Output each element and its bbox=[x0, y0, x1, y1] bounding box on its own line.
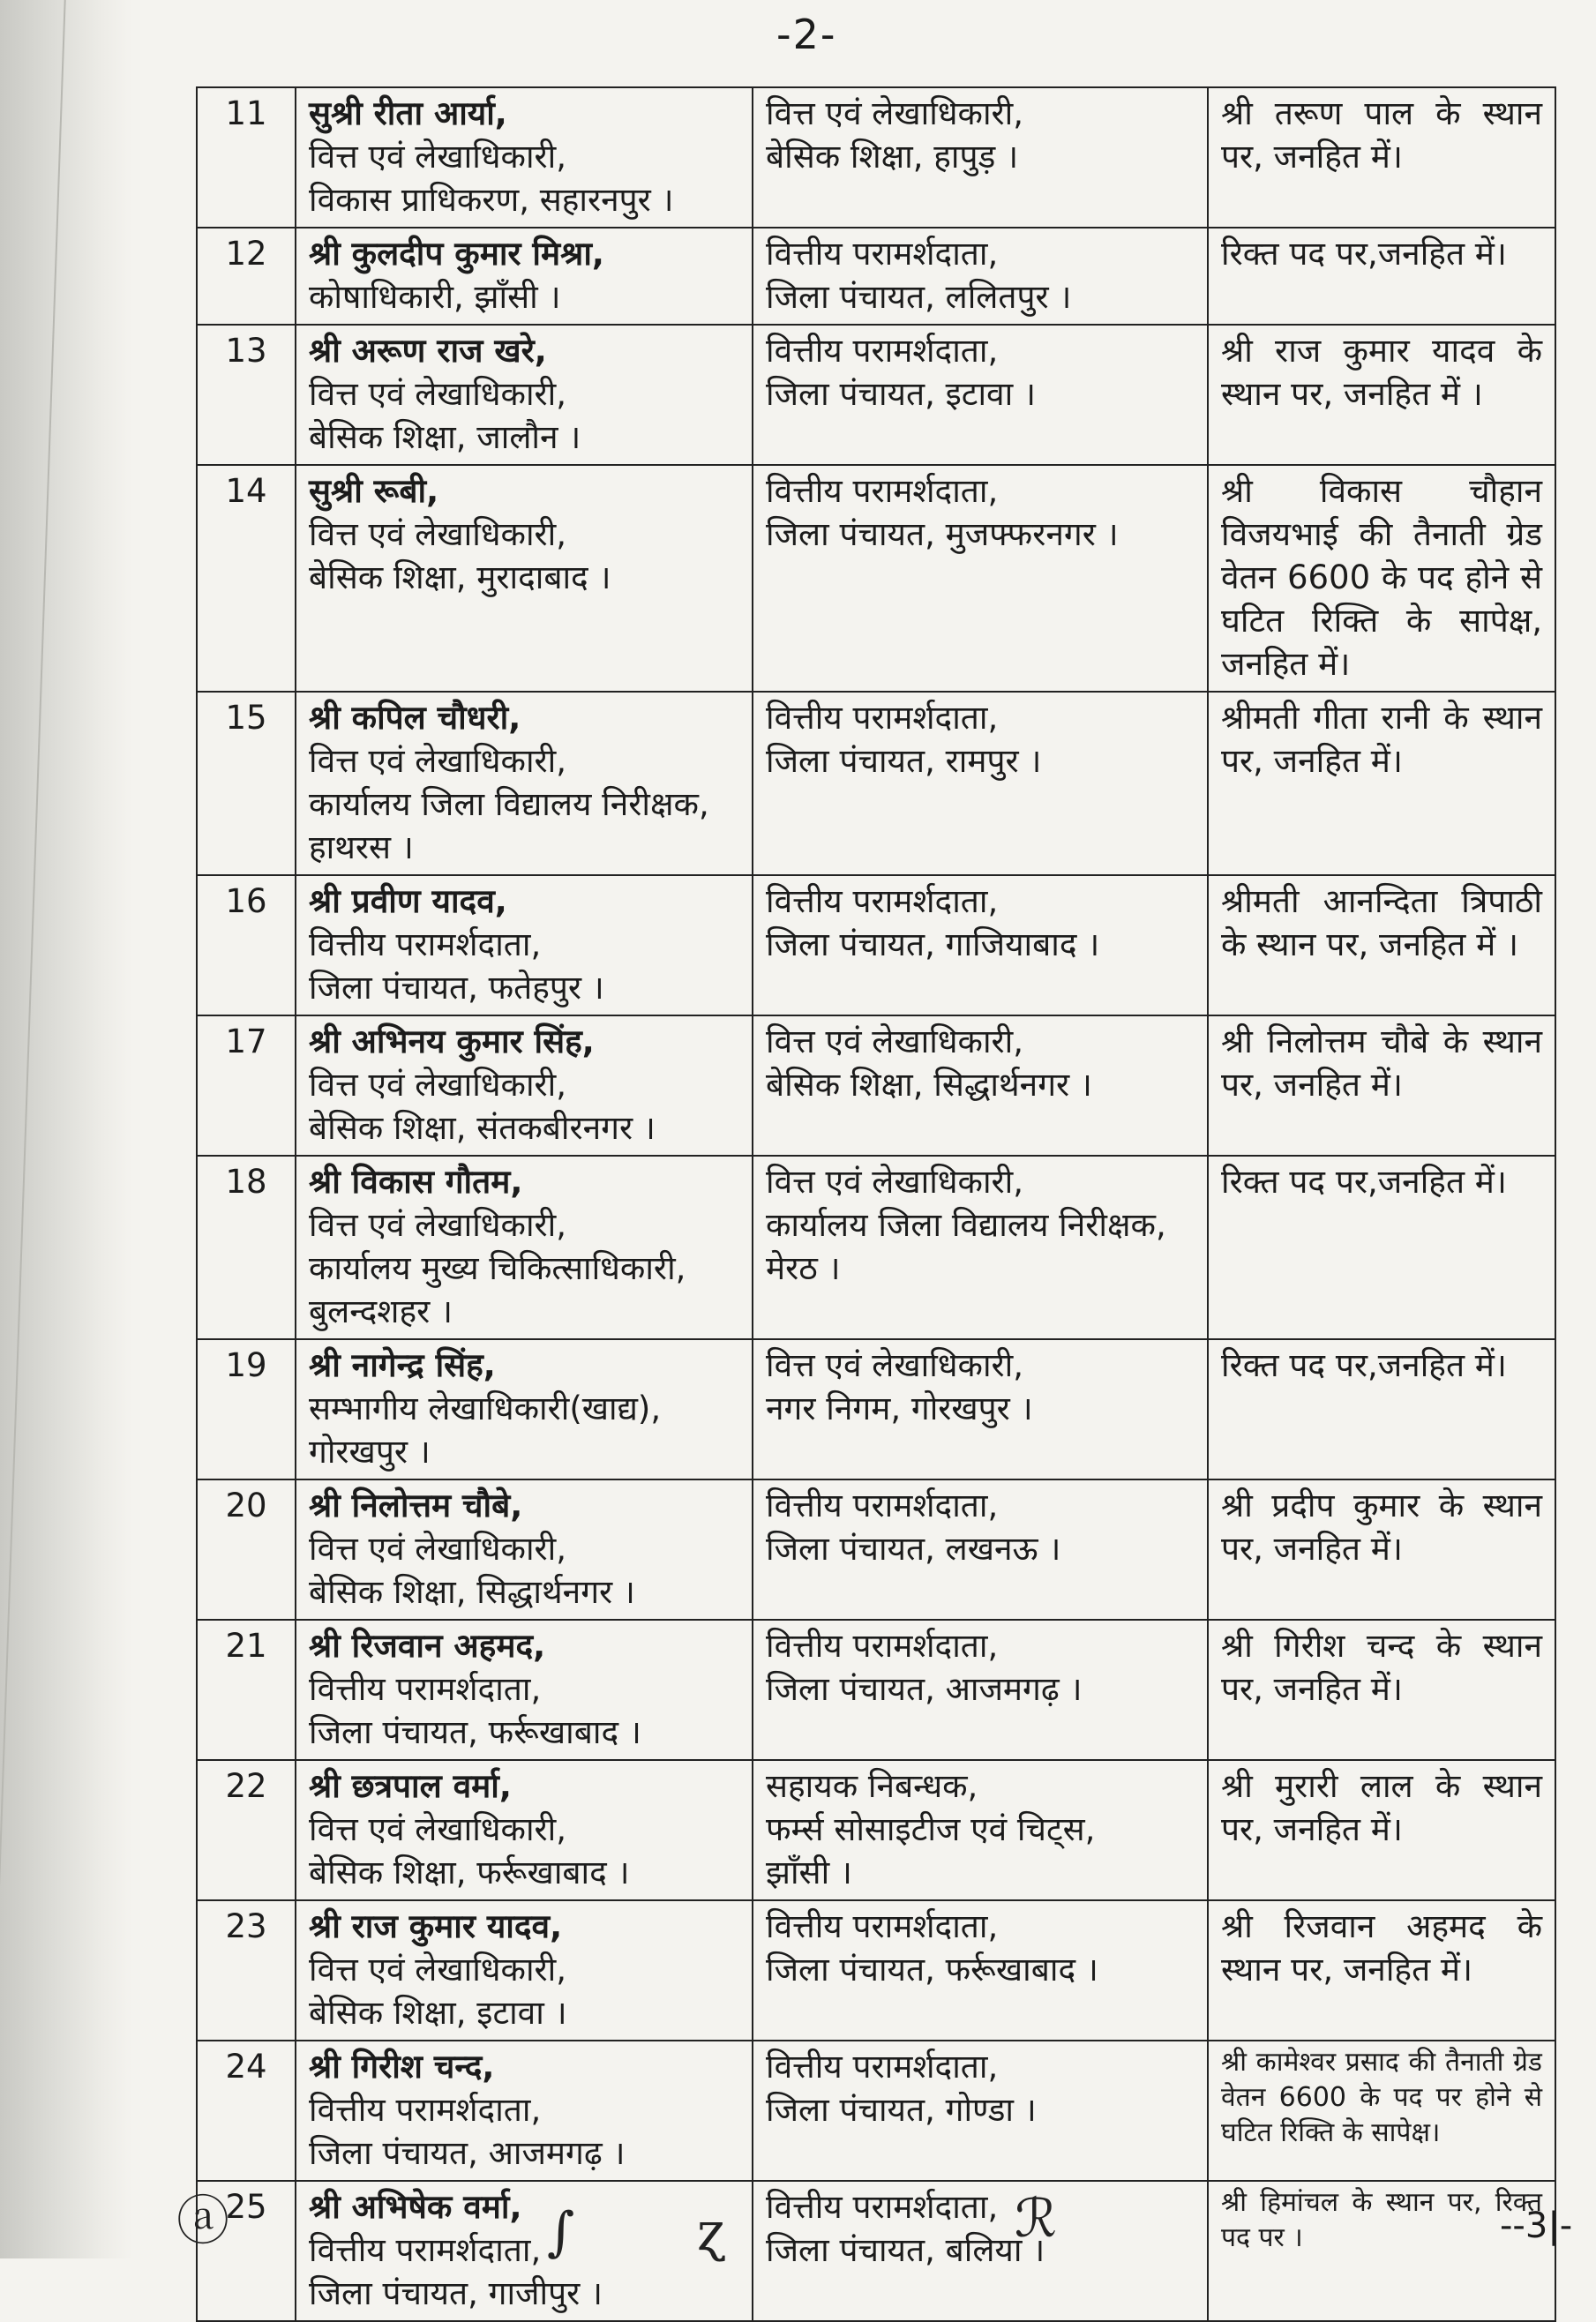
current-post-line: बेसिक शिक्षा, मुरादाबाद । bbox=[309, 558, 611, 596]
new-post-line: बेसिक शिक्षा, हापुड़ । bbox=[766, 138, 1019, 176]
table-row bbox=[197, 2181, 1555, 2321]
current-post-line: विकास प्राधिकरण, सहारनपुर । bbox=[309, 181, 674, 219]
new-posting bbox=[753, 2181, 1208, 2321]
remark: श्री तरूण पाल के स्थान पर, जनहित में। bbox=[1208, 87, 1555, 228]
remark: श्री विकास चौहान विजयभाई की तैनाती ग्रेड वेतन 6600 के पद होने से घटित रिक्ति के सापेक्ष, जनहित में। bbox=[1208, 465, 1555, 692]
current-post-line: बेसिक शिक्षा, सिद्धार्थनगर । bbox=[309, 1573, 635, 1611]
officer-name: श्री प्रवीण यादव, bbox=[309, 882, 507, 920]
current-post-line: वित्त एवं लेखाधिकारी, bbox=[309, 1066, 567, 1104]
remark: रिक्त पद पर,जनहित में। bbox=[1208, 1156, 1555, 1339]
table-row bbox=[197, 1900, 1555, 2041]
serial-number: 12 bbox=[197, 228, 296, 325]
current-post-line: वित्त एवं लेखाधिकारी, bbox=[309, 1530, 567, 1568]
table-row bbox=[197, 465, 1555, 692]
page-edge-shadow bbox=[0, 0, 132, 2258]
officer-current-post bbox=[296, 1760, 753, 1900]
table-row bbox=[197, 1156, 1555, 1339]
officer-current-post bbox=[296, 228, 753, 325]
table-row bbox=[197, 875, 1555, 1015]
new-post-line: फर्म्स सोसाइटीज एवं चिट्स, bbox=[766, 1810, 1096, 1848]
new-posting bbox=[753, 465, 1208, 692]
officer-name: श्री अरूण राज खरे, bbox=[309, 332, 547, 370]
remark: श्री रिजवान अहमद के स्थान पर, जनहित में। bbox=[1208, 1900, 1555, 2041]
serial-number: 13 bbox=[197, 325, 296, 465]
new-post-line: वित्तीय परामर्शदाता, bbox=[766, 1627, 999, 1665]
serial-number: 22 bbox=[197, 1760, 296, 1900]
page-number: -2- bbox=[776, 11, 837, 58]
new-posting bbox=[753, 1339, 1208, 1479]
officer-name: श्री कपिल चौधरी, bbox=[309, 699, 521, 737]
officer-current-post bbox=[296, 1479, 753, 1620]
table-row bbox=[197, 2041, 1555, 2181]
table-row bbox=[197, 228, 1555, 325]
officer-name: श्री रिजवान अहमद, bbox=[309, 1627, 546, 1665]
officer-current-post bbox=[296, 1156, 753, 1339]
new-post-line: बेसिक शिक्षा, सिद्धार्थनगर । bbox=[766, 1066, 1092, 1104]
current-post-line: बुलन्दशहर । bbox=[309, 1292, 453, 1330]
new-posting bbox=[753, 692, 1208, 875]
current-post-line: जिला पंचायत, फतेहपुर । bbox=[309, 969, 604, 1007]
current-post-line: गोरखपुर । bbox=[309, 1433, 431, 1471]
current-post-line: जिला पंचायत, फर्रूखाबाद । bbox=[309, 1713, 641, 1751]
officer-name: श्री अभिनय कुमार सिंह, bbox=[309, 1022, 595, 1060]
serial-number: 18 bbox=[197, 1156, 296, 1339]
officer-current-post bbox=[296, 875, 753, 1015]
officer-name: सुश्री रूबी, bbox=[309, 472, 439, 510]
new-post-line: जिला पंचायत, रामपुर । bbox=[766, 742, 1042, 780]
current-post-line: बेसिक शिक्षा, संतकबीरनगर । bbox=[309, 1109, 656, 1147]
officer-name: श्री निलोत्तम चौबे, bbox=[309, 1487, 523, 1524]
remark: श्री राज कुमार यादव के स्थान पर, जनहित में । bbox=[1208, 325, 1555, 465]
remark: श्री प्रदीप कुमार के स्थान पर, जनहित में। bbox=[1208, 1479, 1555, 1620]
transfer-table bbox=[196, 86, 1556, 2322]
current-post-line: वित्त एवं लेखाधिकारी, bbox=[309, 1810, 567, 1848]
officer-current-post bbox=[296, 87, 753, 228]
serial-number: 14 bbox=[197, 465, 296, 692]
current-post-line: हाथरस । bbox=[309, 828, 414, 866]
officer-name: श्री अभिषेक वर्मा, bbox=[309, 2188, 522, 2226]
officer-current-post bbox=[296, 1339, 753, 1479]
new-post-line: जिला पंचायत, मुजफ्फरनगर । bbox=[766, 515, 1119, 553]
officer-current-post bbox=[296, 1620, 753, 1760]
remark: श्री कामेश्वर प्रसाद की तैनाती ग्रेड वेतन 6600 के पद पर होने से घटित रिक्ति के सापेक्ष। bbox=[1208, 2041, 1555, 2181]
new-post-line: वित्त एवं लेखाधिकारी, bbox=[766, 1346, 1024, 1384]
officer-name: श्री छत्रपाल वर्मा, bbox=[309, 1767, 512, 1805]
new-post-line: जिला पंचायत, गाजियाबाद । bbox=[766, 925, 1100, 963]
new-posting bbox=[753, 325, 1208, 465]
table-row bbox=[197, 87, 1555, 228]
new-post-line: नगर निगम, गोरखपुर । bbox=[766, 1389, 1033, 1427]
table-row bbox=[197, 1479, 1555, 1620]
new-post-line: जिला पंचायत, आजमगढ़ । bbox=[766, 1670, 1083, 1708]
new-posting bbox=[753, 1620, 1208, 1760]
table-row bbox=[197, 1015, 1555, 1156]
officer-current-post bbox=[296, 2041, 753, 2181]
new-post-line: वित्तीय परामर्शदाता, bbox=[766, 2188, 999, 2226]
new-post-line: वित्तीय परामर्शदाता, bbox=[766, 235, 999, 273]
new-post-line: जिला पंचायत, लखनऊ । bbox=[766, 1530, 1061, 1568]
current-post-line: वित्तीय परामर्शदाता, bbox=[309, 2231, 542, 2269]
serial-number: 24 bbox=[197, 2041, 296, 2181]
new-post-line: वित्तीय परामर्शदाता, bbox=[766, 472, 999, 510]
remark: रिक्त पद पर,जनहित में। bbox=[1208, 228, 1555, 325]
current-post-line: वित्त एवं लेखाधिकारी, bbox=[309, 138, 567, 176]
officer-current-post bbox=[296, 1015, 753, 1156]
new-posting bbox=[753, 1015, 1208, 1156]
table-row bbox=[197, 1760, 1555, 1900]
new-post-line: वित्तीय परामर्शदाता, bbox=[766, 1907, 999, 1945]
new-post-line: वित्तीय परामर्शदाता, bbox=[766, 699, 999, 737]
new-posting bbox=[753, 87, 1208, 228]
officer-current-post bbox=[296, 465, 753, 692]
new-post-line: वित्तीय परामर्शदाता, bbox=[766, 882, 999, 920]
serial-number: 17 bbox=[197, 1015, 296, 1156]
new-posting bbox=[753, 2041, 1208, 2181]
new-posting bbox=[753, 875, 1208, 1015]
current-post-line: वित्त एवं लेखाधिकारी, bbox=[309, 515, 567, 553]
current-post-line: जिला पंचायत, आजमगढ़ । bbox=[309, 2134, 626, 2172]
current-post-line: वित्त एवं लेखाधिकारी, bbox=[309, 742, 567, 780]
remark: श्री मुरारी लाल के स्थान पर, जनहित में। bbox=[1208, 1760, 1555, 1900]
table-row bbox=[197, 1339, 1555, 1479]
officer-name: श्री राज कुमार यादव, bbox=[309, 1907, 563, 1945]
serial-number: 20 bbox=[197, 1479, 296, 1620]
new-post-line: वित्तीय परामर्शदाता, bbox=[766, 1487, 999, 1524]
transfer-table-body bbox=[197, 87, 1555, 2321]
new-post-line: जिला पंचायत, फर्रूखाबाद । bbox=[766, 1951, 1098, 1989]
new-posting bbox=[753, 1760, 1208, 1900]
table-row bbox=[197, 1620, 1555, 1760]
serial-number: 11 bbox=[197, 87, 296, 228]
officer-current-post bbox=[296, 1900, 753, 2041]
serial-number: 16 bbox=[197, 875, 296, 1015]
current-post-line: वित्त एवं लेखाधिकारी, bbox=[309, 1951, 567, 1989]
current-post-line: कार्यालय जिला विद्यालय निरीक्षक, bbox=[309, 785, 709, 823]
current-post-line: बेसिक शिक्षा, इटावा । bbox=[309, 1994, 567, 2032]
officer-name: श्री नागेन्द्र सिंह, bbox=[309, 1346, 496, 1384]
current-post-line: कार्यालय मुख्य चिकित्साधिकारी, bbox=[309, 1249, 686, 1287]
new-post-line: जिला पंचायत, इटावा । bbox=[766, 375, 1036, 413]
current-post-line: बेसिक शिक्षा, फर्रूखाबाद । bbox=[309, 1854, 630, 1891]
remark: रिक्त पद पर,जनहित में। bbox=[1208, 1339, 1555, 1479]
serial-number: 21 bbox=[197, 1620, 296, 1760]
next-page-marker: --3|- bbox=[1500, 2206, 1573, 2246]
new-post-line: वित्तीय परामर्शदाता, bbox=[766, 332, 999, 370]
current-post-line: वित्त एवं लेखाधिकारी, bbox=[309, 375, 567, 413]
new-posting bbox=[753, 228, 1208, 325]
officer-name: श्री गिरीश चन्द, bbox=[309, 2048, 495, 2086]
new-post-line: वित्त एवं लेखाधिकारी, bbox=[766, 1163, 1024, 1201]
current-post-line: वित्तीय परामर्शदाता, bbox=[309, 1670, 542, 1708]
table-row bbox=[197, 692, 1555, 875]
officer-name: श्री विकास गौतम, bbox=[309, 1163, 523, 1201]
remark: श्री हिमांचल के स्थान पर, रिक्त पद पर । bbox=[1208, 2181, 1555, 2321]
signature-mark: ∫ bbox=[547, 2201, 575, 2263]
current-post-line: बेसिक शिक्षा, जालौन । bbox=[309, 418, 581, 456]
serial-number: 25 bbox=[197, 2181, 296, 2321]
current-post-line: जिला पंचायत, गाजीपुर । bbox=[309, 2274, 603, 2312]
officer-current-post bbox=[296, 325, 753, 465]
current-post-line: वित्तीय परामर्शदाता, bbox=[309, 2091, 542, 2129]
signature-mark: ɀ bbox=[697, 2201, 725, 2263]
serial-number: 15 bbox=[197, 692, 296, 875]
new-post-line: कार्यालय जिला विद्यालय निरीक्षक, bbox=[766, 1206, 1166, 1244]
new-post-line: सहायक निबन्धक, bbox=[766, 1767, 978, 1805]
new-posting bbox=[753, 1156, 1208, 1339]
new-post-line: जिला पंचायत, गोण्डा । bbox=[766, 2091, 1037, 2129]
initials-mark: ⓐ bbox=[176, 2191, 229, 2252]
officer-name: श्री कुलदीप कुमार मिश्रा, bbox=[309, 235, 604, 273]
new-posting bbox=[753, 1479, 1208, 1620]
current-post-line: सम्भागीय लेखाधिकारी(खाद्य), bbox=[309, 1389, 662, 1427]
officer-current-post bbox=[296, 2181, 753, 2321]
new-post-line: झाँसी । bbox=[766, 1854, 852, 1891]
current-post-line: कोषाधिकारी, झाँसी । bbox=[309, 278, 561, 316]
remark: श्रीमती गीता रानी के स्थान पर, जनहित में। bbox=[1208, 692, 1555, 875]
new-posting bbox=[753, 1900, 1208, 2041]
remark: श्री निलोत्तम चौबे के स्थान पर, जनहित में। bbox=[1208, 1015, 1555, 1156]
new-post-line: वित्तीय परामर्शदाता, bbox=[766, 2048, 999, 2086]
current-post-line: वित्तीय परामर्शदाता, bbox=[309, 925, 542, 963]
table-row bbox=[197, 325, 1555, 465]
current-post-line: वित्त एवं लेखाधिकारी, bbox=[309, 1206, 567, 1244]
remark: श्रीमती आनन्दिता त्रिपाठी के स्थान पर, जनहित में । bbox=[1208, 875, 1555, 1015]
new-post-line: वित्त एवं लेखाधिकारी, bbox=[766, 94, 1024, 132]
remark: श्री गिरीश चन्द के स्थान पर, जनहित में। bbox=[1208, 1620, 1555, 1760]
new-post-line: मेरठ । bbox=[766, 1249, 841, 1287]
serial-number: 19 bbox=[197, 1339, 296, 1479]
new-post-line: वित्त एवं लेखाधिकारी, bbox=[766, 1022, 1024, 1060]
new-post-line: जिला पंचायत, ललितपुर । bbox=[766, 278, 1072, 316]
officer-current-post bbox=[296, 692, 753, 875]
signature-mark: ℛ bbox=[1015, 2188, 1057, 2250]
new-post-line: जिला पंचायत, बलिया । bbox=[766, 2231, 1045, 2269]
serial-number: 23 bbox=[197, 1900, 296, 2041]
officer-name: सुश्री रीता आर्या, bbox=[309, 94, 507, 132]
